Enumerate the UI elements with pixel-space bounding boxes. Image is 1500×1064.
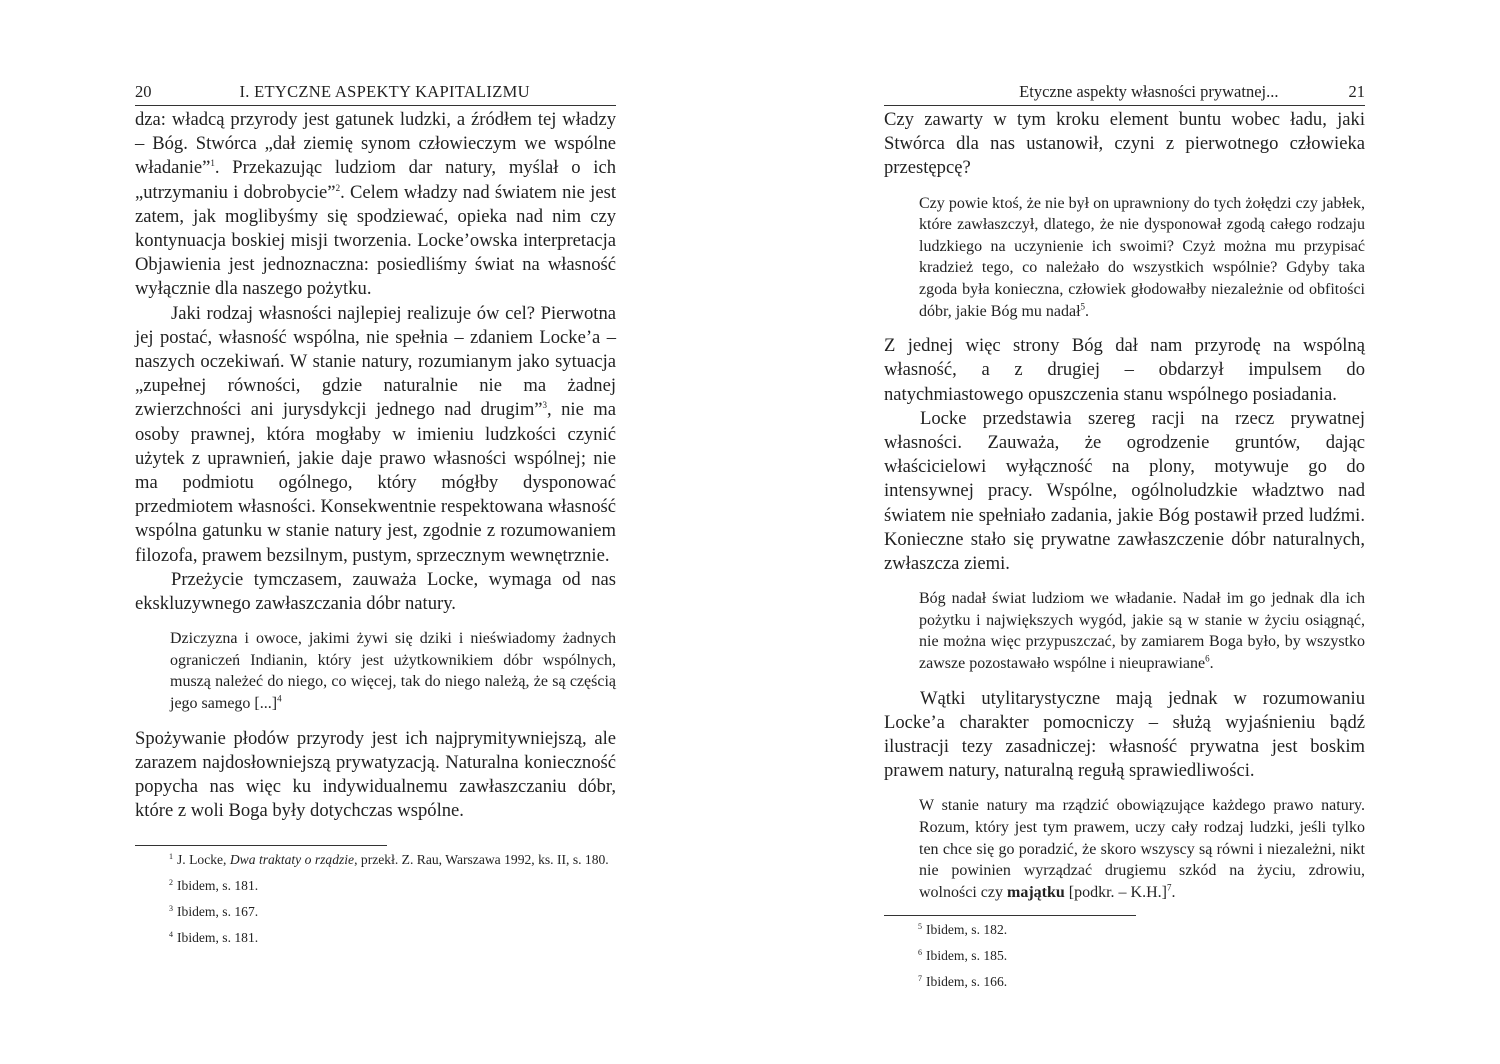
right-footnote-divider — [884, 915, 1136, 916]
right-body-text-2 — [884, 334, 1365, 576]
footnote-3: $^3$ Ibidem, s. 167. — [169, 903, 259, 920]
footnote-7: $^7$ Ibidem, s. 166. — [918, 973, 1008, 990]
right-page — [884, 80, 1365, 998]
footnote-1: $^1$ J. Locke, Dwa traktaty o rządzie, przekł. Z. Rau, Warszawa 1992, ks. II, s. 180. — [169, 851, 609, 868]
right-block-quote-1: Czy powie ktoś, że nie był on uprawniony do tych żołędzi czy jabłek, które zawłaszczył, dlatego, że nie dysponował zgodą całego rodzaju ludzkiego na uczynienie ich swoimi? Czyż można mu przypisać kradzież tego, co należało do wszystkich wspólnie? Gdyby taka zgoda była konieczna, człowiek głodowałby niezależnie od obfitości dóbr, jakie Bóg mu nadał$^5$. — [919, 194, 1365, 320]
footnote-ref-4: 4 — [277, 693, 282, 704]
left-page — [135, 80, 616, 954]
right-running-title: Etyczne aspekty własności prywatnej... — [1019, 82, 1279, 101]
right-paragraph-3: Locke przedstawia szereg racji na rzecz prywatnej własności. Zauważa, że ogrodzenie gruntów, dając właścicielowi wyłączność na plony, motywuje go do intensywnej pracy. Wspólne, ogólnoludzkie władztwo nad światem nie spełniało zadania, jakie Bóg postawił przed ludźmi. Konieczne stało się prywatne zawłaszczenie dóbr naturalnych, zwłaszcza ziemi. — [884, 407, 1365, 574]
footnote-ref-2: 2 — [335, 182, 341, 193]
footnote-ref-1: 1 — [210, 158, 215, 169]
right-block-quote-2: Bóg nadał świat ludziom we władanie. Nadał im go jednak dla ich pożytku i największych wygód, jakie są w stanie w życiu osiągnąć, nie można więc przypuszczać, by zamiarem Boga było, by wszystko zawsze pozostawało wspólne i nieuprawiane$^6$. — [919, 590, 1365, 672]
footnote-ref-7: 7 — [1166, 882, 1172, 893]
right-body-text — [884, 108, 1365, 181]
right-body-text-3 — [884, 687, 1365, 784]
footnote-4: $^4$ Ibidem, s. 181. — [169, 929, 259, 946]
left-page-number: 20 — [135, 82, 152, 101]
footnote-ref-5: 5 — [1080, 301, 1086, 312]
footnote-ref-6: 6 — [1205, 653, 1210, 664]
right-block-quote-3: W stanie natury ma rządzić obowiązujące każdego prawo natury. Rozum, który jest tym prawem, uczy cały rodzaj ludzki, jeśli tylko ten chce się go poradzić, że skoro wszyscy są równi i niezależni, nikt nie powinien wyrządzać drugiemu szkód na życiu, zdrowiu, wolności czy majątku [podkr. – K.H.]$^7$. — [919, 797, 1365, 901]
left-paragraph-2: Jaki rodzaj własności najlepiej realizuje ów cel? Pierwotna jej postać, własność wspólna, nie spełnia – zdaniem Locke’a – naszych oczekiwań. W stanie natury, rozumianym jako sytuacja „zupełnej równości, gdzie naturalnie nie ma żadnej zwierzchności ani jurysdykcji jednego nad drugim”$^3$, nie ma osoby prawnej, która mogłaby w imieniu ludzkości czynić użytek z uprawnień, jakie daje prawo własności wspólnej; nie ma podmiotu ogólnego, który mógłby dysponować przedmiotem własności. Konsekwentnie respektowana własność wspólna gatunku w stanie natury jest, zgodnie z rozumowaniem filozofa, prawem bezsilnym, pustym, sprzecznym wewnętrznie. — [135, 302, 616, 566]
left-footnote-divider — [135, 845, 387, 846]
right-paragraph-2: Z jednej więc strony Bóg dał nam przyrodę na wspólną własność, a z drugiej – obdarzył impulsem do natychmiastowego opuszczenia stanu wspólnego posiadania. — [884, 335, 1365, 405]
left-running-header — [135, 80, 616, 106]
left-running-title: I. ETYCZNE ASPEKTY KAPITALIZMU — [239, 82, 530, 101]
left-block-quote: Dziczyzna i owoce, jakimi żywi się dziki i nieświadomy żadnych ograniczeń Indianin, który jest użytkownikiem dóbr wspólnych, muszą należeć do niego, co więcej, tak do niego należą, że są częścią jego samego [...]$^4$ — [170, 630, 616, 713]
left-body-text-2 — [135, 727, 616, 824]
footnote-5: $^5$ Ibidem, s. 182. — [918, 921, 1008, 938]
footnote-6: $^6$ Ibidem, s. 185. — [918, 947, 1008, 964]
left-paragraph-4: Spożywanie płodów przyrody jest ich najprymitywniejszą, ale zarazem najdosłowniejszą prywatyzacją. Naturalna konieczność popycha nas więc ku indywidualnemu zawłaszczaniu dóbr, które z woli Boga były dotychczas wspólne. — [135, 727, 616, 822]
footnote-2: $^2$ Ibidem, s. 181. — [169, 877, 259, 894]
emphasis-majatku: majątku — [1006, 883, 1065, 901]
left-paragraph-3: Przeżycie tymczasem, zauważa Locke, wymaga od nas ekskluzywnego zawłaszczania dóbr natury. — [135, 568, 616, 615]
right-footnotes — [884, 920, 1365, 992]
left-footnotes — [135, 850, 616, 948]
footnote-ref-3: 3 — [542, 400, 548, 411]
right-paragraph-1: Czy zawarty w tym kroku element buntu wobec ładu, jaki Stwórca dla nas ustanowił, czyni z pierwotnego człowieka przestępcę? — [884, 109, 1365, 179]
right-paragraph-4: Wątki utylitarystyczne mają jednak w rozumowaniu Locke’a charakter pomocniczy – służą wyjaśnieniu bądź ilustracji tezy zasadniczej: własność prywatna jest boskim prawem natury, naturalną regułą sprawiedliwości. — [884, 687, 1365, 782]
left-body-text — [135, 108, 616, 616]
right-page-number: 21 — [1348, 82, 1365, 101]
left-paragraph-1: dza: władcą przyrody jest gatunek ludzki, a źródłem tej władzy – Bóg. Stwórca „dał ziemię synom człowieczym we wspólne władanie”$^1$. Przekazując ludziom dar natury, myślał o ich „utrzymaniu i dobrobycie”$^2$. Celem władzy nad światem nie jest zatem, jak moglibyśmy się spodziewać, opieka nad nim czy kontynuacja boskiej misji tworzenia. Locke’owska interpretacja Objawienia jest jednoznaczna: posiedliśmy świat na własność wyłącznie dla naszego pożytku. — [135, 109, 616, 300]
right-running-header — [884, 80, 1365, 106]
